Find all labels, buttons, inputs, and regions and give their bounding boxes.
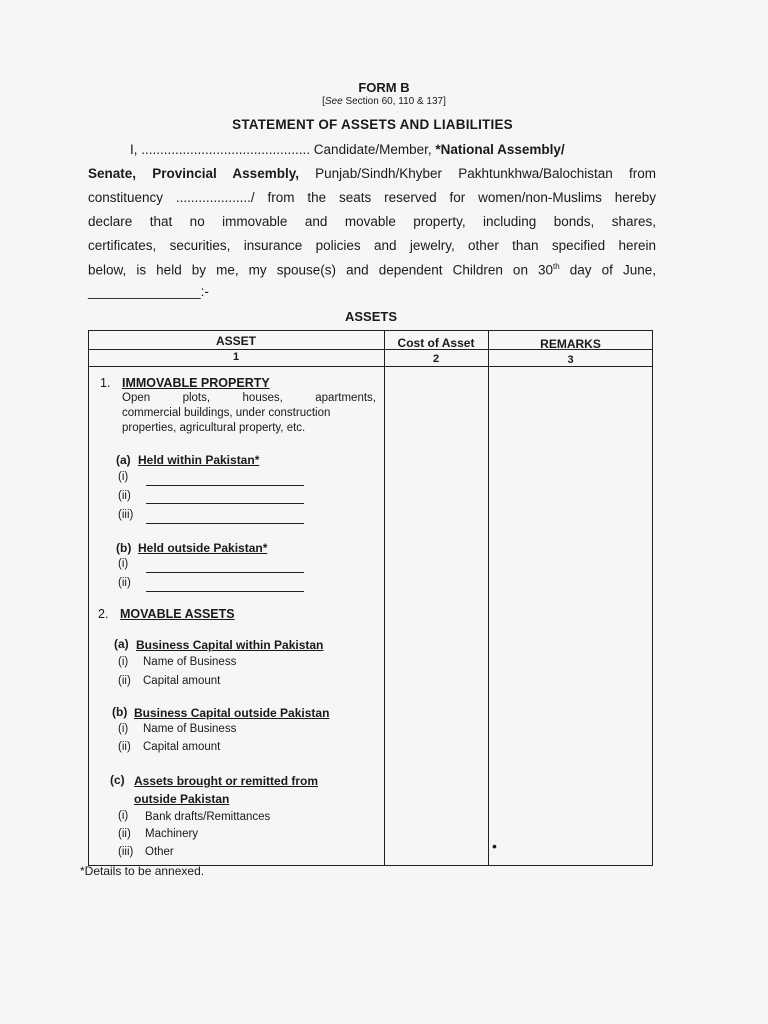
day-of-june-text: day of June, [559, 262, 656, 278]
held-within-item-3: (iii) [118, 509, 134, 521]
movable-title: MOVABLE ASSETS [120, 607, 235, 621]
business-outside-num-1: (i) [118, 723, 129, 735]
held-within-item-2: (ii) [118, 490, 131, 502]
declaration-line-6 [88, 262, 656, 278]
section-ref-open: [ [322, 96, 325, 107]
immovable-number: 1. [100, 376, 111, 390]
immovable-desc-2: commercial buildings, under construction [122, 407, 331, 419]
remitted-text-2: Machinery [145, 828, 199, 840]
business-within-text-2: Capital amount [143, 675, 221, 687]
immovable-title: IMMOVABLE PROPERTY [122, 376, 270, 390]
remitted-num-2: (ii) [118, 828, 131, 840]
provinces-text: Punjab/Sindh/Khyber Pakhtunkhwa/Balochistan from [298, 166, 656, 181]
held-outside-title: Held outside Pakistan* [138, 541, 268, 555]
senate-provincial-text: Senate, Provincial Assembly, [88, 166, 299, 181]
held-within-title: Held within Pakistan* [138, 453, 260, 467]
section-reference [0, 96, 768, 107]
held-outside-label: (b) [116, 541, 132, 555]
column-header-asset: ASSET [215, 334, 256, 348]
held-within-item-1: (i) [118, 471, 129, 483]
business-within-num-2: (ii) [118, 675, 131, 687]
business-outside-text-2: Capital amount [143, 741, 221, 753]
candidate-member-text: Candidate/Member, [310, 142, 436, 157]
held-outside-item-1: (i) [118, 558, 129, 570]
year-blank: _______________:- [88, 284, 209, 299]
business-within-text-1: Name of Business [143, 656, 237, 668]
held-outside-blank-1[interactable] [146, 572, 304, 573]
remitted-text-1: Bank drafts/Remittances [145, 811, 271, 823]
declaration-line-3: constituency ..................../ from the seats reserved for women/non-Muslims hereby [88, 190, 656, 205]
assets-heading: ASSETS [344, 309, 397, 324]
held-outside-item-2: (ii) [118, 577, 131, 589]
column-header-cost: Cost of Asset [397, 336, 475, 350]
national-assembly-text: *National Assembly/ [435, 142, 565, 157]
declaration-line-4: declare that no immovable and movable property, including bonds, shares, [88, 214, 656, 229]
held-within-label: (a) [116, 453, 131, 467]
section-ref-see: See [324, 96, 343, 107]
immovable-desc-1: Open plots, houses, apartments, [122, 392, 376, 404]
held-by-text: below, is held by me, my spouse(s) and dependent Children on 30 [88, 262, 554, 278]
held-within-blank-1[interactable] [146, 485, 304, 486]
remitted-text-3: Other [145, 846, 174, 858]
remitted-title-2: outside Pakistan [134, 792, 230, 806]
remitted-num-1: (i) [118, 810, 129, 822]
declaration-line-2 [88, 166, 656, 181]
held-within-blank-3[interactable] [146, 523, 304, 524]
business-within-title: Business Capital within Pakistan [136, 638, 324, 652]
business-outside-title: Business Capital outside Pakistan [134, 706, 330, 720]
column-header-remarks: REMARKS [540, 337, 601, 351]
business-outside-num-2: (ii) [118, 741, 131, 753]
business-outside-text-1: Name of Business [143, 723, 237, 735]
held-within-blank-2[interactable] [146, 503, 304, 504]
form-title: FORM B [358, 80, 410, 95]
column-number-2: 2 [432, 353, 440, 365]
immovable-desc-3: properties, agricultural property, etc. [122, 422, 306, 434]
number-row-divider [88, 366, 653, 367]
ordinal-suffix: th [553, 262, 560, 271]
column-divider-1 [384, 330, 385, 866]
remitted-title-1: Assets brought or remitted from [134, 774, 319, 788]
movable-number: 2. [98, 607, 109, 621]
statement-title: STATEMENT OF ASSETS AND LIABILITIES [232, 117, 513, 132]
column-number-1: 1 [232, 351, 240, 363]
declaration-line-1 [130, 142, 656, 157]
column-divider-2 [488, 330, 489, 866]
stray-pen-mark: • [492, 838, 497, 854]
section-ref-rest: Section 60, 110 & 137] [342, 96, 446, 107]
remitted-label: (c) [110, 773, 125, 787]
business-within-label: (a) [114, 637, 129, 651]
business-outside-label: (b) [112, 705, 128, 719]
business-within-num-1: (i) [118, 656, 129, 668]
declaration-line-5: certificates, securities, insurance policies and jewelry, other than specified herein [88, 238, 656, 253]
footnote: *Details to be annexed. [80, 864, 205, 878]
held-outside-blank-2[interactable] [146, 591, 304, 592]
column-number-3: 3 [567, 354, 574, 366]
remitted-num-3: (iii) [118, 846, 134, 858]
declarant-blank: I, ............................................. [130, 142, 311, 157]
